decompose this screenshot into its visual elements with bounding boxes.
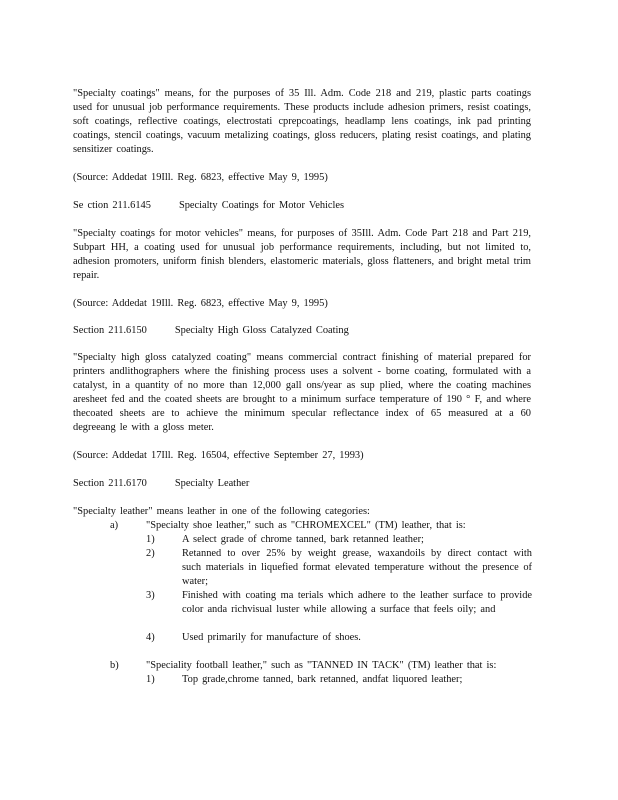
item-a1-label: 1) xyxy=(146,534,155,545)
section-title: Specialty Leather xyxy=(174,478,250,489)
source-note-6140: (Source: Addedat 19Ill. Reg. 6823, effective May 9, 1995) xyxy=(73,172,328,183)
item-b-text: "Speciality football leather," such as "TANNED IN TACK" (TM) leather that is: xyxy=(146,660,497,671)
item-a4-text: Used primarily for manufacture of shoes. xyxy=(182,632,361,643)
definition-high-gloss-catalyzed-coating: "Specialty high gloss catalyzed coating" means commercial contract finishing of material prepared for printers andlithographers where the finishing process uses a solvent - borne coating, formulated with a catalyst, in a quantity of no more than 12,000 gall ons/year as sup plied, where the coating machines aresheet fed and the coated sheets are brought to a minimum surface temperature of 190 ° F, and where thecoated sheets are to achieve the minimum specular reflectance index of 65 measured at a 60 degreeang le with a gloss meter. xyxy=(73,352,531,433)
source-note-6150: (Source: Addedat 17Ill. Reg. 16504, effective September 27, 1993) xyxy=(73,450,364,461)
item-a-label: a) xyxy=(110,520,119,531)
item-b-label: b) xyxy=(110,660,119,671)
section-heading-211-6150 xyxy=(73,324,349,338)
source-note-6145: (Source: Addedat 19Ill. Reg. 6823, effective May 9, 1995) xyxy=(73,298,328,309)
item-a-text: "Specialty shoe leather," such as "CHROMEXCEL" (TM) leather, that is: xyxy=(146,520,466,531)
section-heading-211-6170 xyxy=(73,477,249,491)
section-title: Specialty Coatings for Motor Vehicles xyxy=(178,200,345,211)
item-a3-text: Finished with coating ma terials which adhere to the leather surface to provide color anda richvisual luster while allowing a surface that feels oily; and xyxy=(182,590,532,615)
section-number: Se ction 211.6145 xyxy=(73,200,151,211)
definition-specialty-leather: "Specialty leather" means leather in one of the following categories: xyxy=(73,506,370,517)
item-a1-text: A select grade of chrome tanned, bark retanned leather; xyxy=(182,534,424,545)
item-a4-label: 4) xyxy=(146,632,155,643)
section-title: Specialty High Gloss Catalyzed Coating xyxy=(174,325,349,336)
item-a2-label: 2) xyxy=(146,548,155,559)
section-heading-211-6145 xyxy=(73,199,344,213)
item-b1-label: 1) xyxy=(146,674,155,685)
item-b1-text: Top grade,chrome tanned, bark retanned, andfat liquored leather; xyxy=(182,674,463,685)
definition-specialty-coatings-motor-vehicles: "Specialty coatings for motor vehicles" means, for purposes of 35Ill. Adm. Code Part 218 and Part 219, Subpart HH, a coating used for unusual job performance requirements, including, but not limited to, adhesion promoters, uniform finish blenders, elastomeric materials, gloss flatteners, and bright metal trim repair. xyxy=(73,228,531,281)
section-number: Section 211.6150 xyxy=(73,325,147,336)
section-number: Section 211.6170 xyxy=(73,478,147,489)
definition-specialty-coatings: "Specialty coatings" means, for the purposes of 35 Ill. Adm. Code 218 and 219, plastic parts coatings used for unusual job performance requirements. These products include adhesion primers, resist coatings, soft coatings, reflective coatings, electrostati cprepcoatings, headlamp lens coatings, ink pad printing coatings, stencil coatings, vacuum metalizing coatings, gloss reducers, plating resist coatings, and plating sensitizer coatings. xyxy=(73,88,531,155)
item-a2-text: Retanned to over 25% by weight grease, waxandoils by direct contact with such materials in liquefied format elevated temperature without the presence of water; xyxy=(182,548,532,587)
item-a3-label: 3) xyxy=(146,590,155,601)
